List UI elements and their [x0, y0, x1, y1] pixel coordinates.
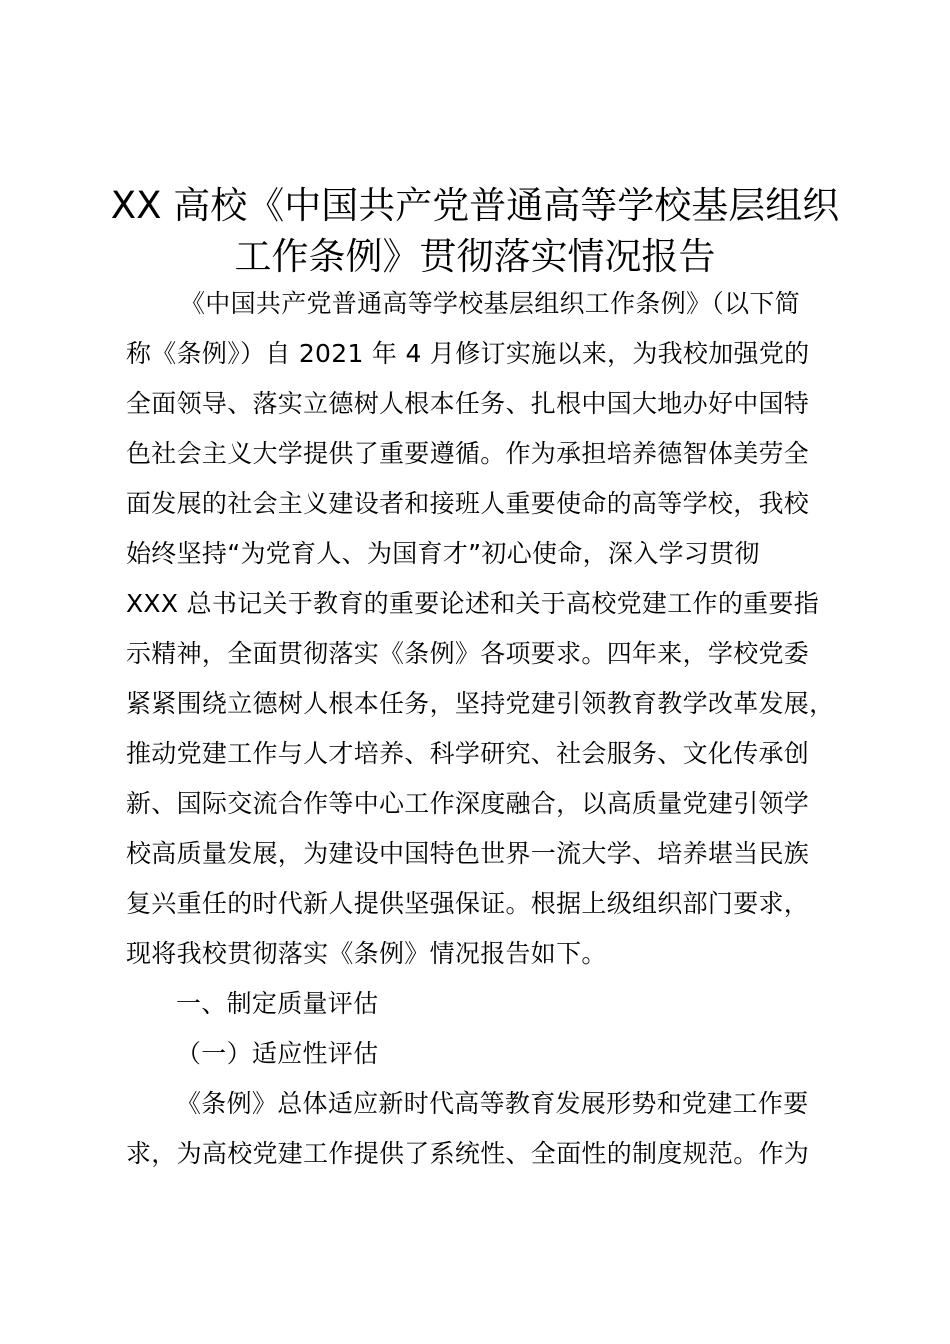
- paragraph-line: 全面领导、落实立德树人根本任务、扎根中国大地办好中国特: [126, 389, 810, 418]
- paragraph-line: 现将我校贯彻落实《条例》情况报告如下。: [126, 939, 607, 968]
- paragraph-line: 求，为高校党建工作提供了系统性、全面性的制度规范。作为: [126, 1139, 810, 1168]
- paragraph-line: XXX 总书记关于教育的重要论述和关于高校党建工作的重要指: [126, 589, 820, 618]
- paragraph-line: 复兴重任的时代新人提供坚强保证。根据上级组织部门要求，: [126, 889, 810, 918]
- document-title-line-1: XX 高校《中国共产党普通高等学校基层组织: [110, 184, 840, 227]
- paragraph-line: 《条例》总体适应新时代高等教育发展形势和党建工作要: [176, 1089, 809, 1118]
- paragraph-line: 称《条例》）自 2021 年 4 月修订实施以来，为我校加强党的: [126, 339, 810, 368]
- document-title-line-2: 工作条例》贯彻落实情况报告: [234, 235, 716, 278]
- paragraph-line: 始终坚持“为党育人、为国育才”初心使命，深入学习贯彻: [126, 539, 760, 568]
- paragraph-line: 推动党建工作与人才培养、科学研究、社会服务、文化传承创: [126, 739, 810, 768]
- paragraph-line: 色社会主义大学提供了重要遵循。作为承担培养德智体美劳全: [126, 439, 810, 468]
- paragraph-line: 紧紧围绕立德树人根本任务，坚持党建引领教育教学改革发展，: [126, 689, 835, 718]
- subsection-heading: （一）适应性评估: [176, 1039, 379, 1068]
- paragraph-line: 《中国共产党普通高等学校基层组织工作条例》（以下简: [180, 289, 801, 318]
- section-heading: 一、制定质量评估: [176, 989, 379, 1018]
- paragraph-line: 示精神，全面贯彻落实《条例》各项要求。四年来，学校党委: [126, 639, 810, 668]
- paragraph-line: 校高质量发展，为建设中国特色世界一流大学、培养堪当民族: [126, 839, 810, 868]
- paragraph-line: 面发展的社会主义建设者和接班人重要使命的高等学校，我校: [126, 489, 810, 518]
- paragraph-line: 新、国际交流合作等中心工作深度融合，以高质量党建引领学: [126, 789, 810, 818]
